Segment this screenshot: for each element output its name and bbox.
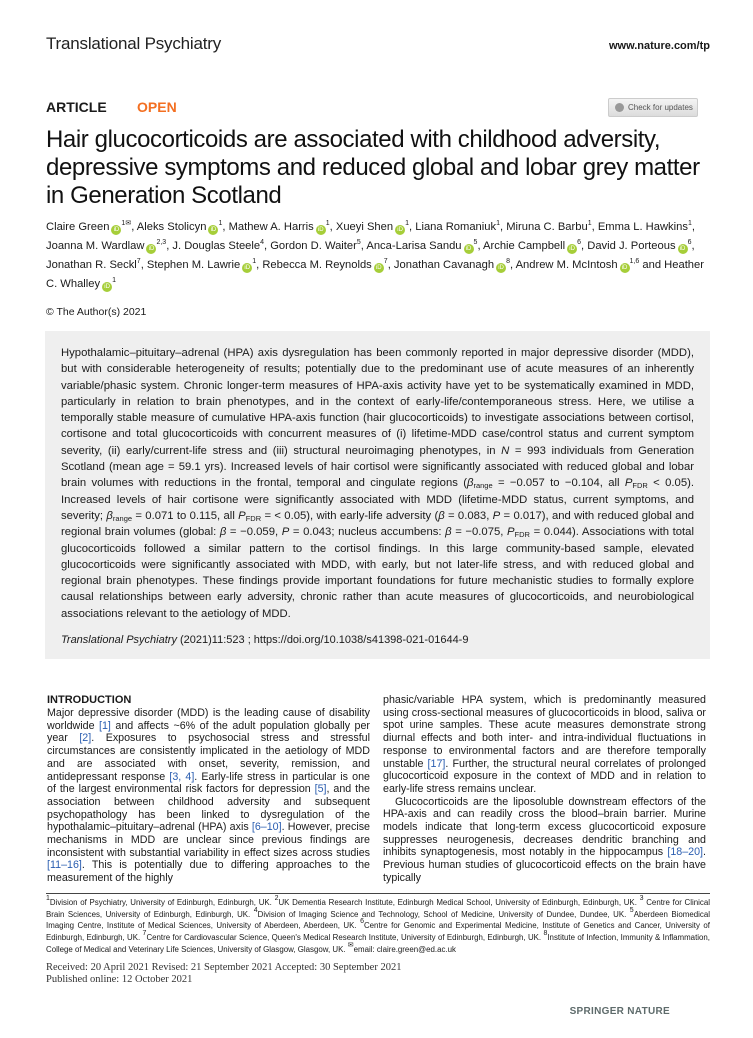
subscript: range	[112, 513, 133, 523]
author	[262, 259, 387, 271]
author-affiliation: 1	[496, 220, 500, 227]
author-affiliation: 8	[506, 258, 510, 265]
affiliation-number: 6	[360, 918, 364, 926]
text-run: . Further, the structural neural correlates of prolonged glucocorticoid exposure in the context of MDD and in relation to early-life stress remains unclear.	[383, 757, 706, 795]
text-run: = 0.083,	[444, 509, 493, 522]
author	[506, 221, 591, 233]
affiliation-number: 3	[639, 894, 644, 902]
orcid-icon[interactable]: iD	[102, 282, 112, 292]
abstract-text	[61, 345, 694, 622]
text-run: = 993 individuals from Generation Scotland (mean age = 59.1 yrs). Increased levels of hair cortisol were significantly associated with reduced global and lobar brain volumes with reductions in the frontal, temporal and cingulate regions (	[61, 444, 694, 490]
author-name[interactable]: Aleks Stolicyn	[136, 221, 207, 233]
orcid-icon[interactable]: iD	[208, 225, 218, 235]
author-name[interactable]: Mathew A. Harris	[228, 221, 314, 233]
text-run: = < 0.05), with early-life adversity (	[261, 509, 439, 522]
italic-symbol: β	[466, 477, 474, 490]
author-list: Claire Green $iD^{1✉}$, Aleks Stolicyn $iD^1$, Mathew A. Harris $iD^1$, Xueyi Shen $iD^1$, Liana Romaniuk$^1$, Miruna C. Barbu$^1$, Emma L. Hawkins$^1$, Joanna M. Wardlaw iD$^{2,3}$, J. Douglas Steele$^4$, Gordon D. Waiter$^5$, Anca-Larisa Sandu $iD^5$, Archie Campbell $iD^6$, David J. Porteous $iD^6$, Jonathan R. Seckl$^7$, Stephen M. Lawrie $iD^1$, Rebecca M. Reynolds $iD^7$, Jonathan Cavanagh $iD^8$, Andrew M. McIntosh iD$^{1,6}$ and Heather C. Whalley $iD^1$	[46, 220, 704, 290]
affiliation-number: 1	[46, 894, 50, 902]
author-affiliation: 1	[587, 220, 592, 227]
author-name[interactable]: Claire Green	[46, 221, 110, 233]
author-affiliation: 1	[325, 220, 330, 227]
text-run: . Early-life stress in particular is one of the largest environmental risk factors for depression	[47, 770, 371, 796]
body-column-right	[383, 694, 706, 885]
author	[394, 259, 510, 271]
italic-symbol: P	[281, 526, 290, 539]
author-name[interactable]: Gordon D. Waiter	[270, 240, 357, 252]
author-name[interactable]: Emma L. Hawkins	[597, 221, 688, 233]
text-run: . Exposures to psychosocial stress and stressful circumstances are consistently implicated in the aetiology of MDD and are associated with onset, severity, remission, and antidepressant response	[47, 732, 370, 783]
article-type-row	[46, 90, 710, 124]
author	[336, 221, 409, 233]
italic-symbol: β	[219, 526, 227, 539]
text-run: Centre for Clinical Brain Sciences, University of Edinburgh, Edinburgh, UK.	[46, 897, 710, 919]
footnote-divider	[46, 893, 710, 894]
citation-journal: Translational Psychiatry	[61, 634, 177, 647]
affiliation-number: 8	[543, 930, 548, 938]
reference-link[interactable]: [5]	[314, 783, 327, 796]
affiliations	[46, 894, 711, 956]
orcid-icon[interactable]: iD	[496, 263, 506, 273]
orcid-icon[interactable]: iD	[374, 263, 384, 273]
author-conjunction: and	[642, 259, 662, 271]
reference-link[interactable]: [11–16]	[47, 859, 82, 872]
author-name[interactable]: J. Douglas Steele	[172, 240, 261, 252]
italic-symbol: P	[492, 509, 501, 522]
orcid-icon[interactable]: iD	[242, 263, 252, 273]
section-heading-introduction: INTRODUCTION	[47, 694, 132, 707]
author-name[interactable]: Jonathan R. Seckl	[46, 259, 137, 271]
author	[172, 240, 264, 252]
reference-link[interactable]: [3, 4]	[169, 770, 195, 783]
author	[147, 259, 256, 271]
received-revised-accepted: Received: 20 April 2021 Revised: 21 September 2021 Accepted: 30 September 2021	[46, 961, 402, 973]
affiliation-number: 7	[142, 930, 147, 938]
text-run: , and the association between childhood adversity and subsequent psychopathology has been linked to dysregulation of the hypothalamic–pituitary–adrenal (HPA) axis	[47, 783, 370, 834]
text-run: < 0.05). Increased levels of hair cortisone were significantly associated with MDD (lifetime-MDD status, current symptoms, and severity;	[61, 477, 695, 522]
text-run: = 0.017), and with reduced global and regional brain volumes (global:	[61, 509, 695, 539]
text-run: = −0.075,	[451, 526, 507, 539]
text-run: Division of Imaging Science and Technology, School of Medicine, University of Dundee, Dundee, UK.	[257, 909, 630, 919]
text-run: phasic/variable HPA system, which is predominantly measured using cross-sectional measures of glucocorticoids in blood, saliva or spot urine samples. These acute measures demonstrate strong diurnal effects and both inter- and intra-individual fluctuations in response to environmental factors and are therefore temporally unstable	[383, 694, 706, 770]
author	[366, 240, 477, 252]
orcid-icon[interactable]: iD	[316, 225, 326, 235]
text-run: Hypothalamic–pituitary–adrenal (HPA) axis dysregulation has been commonly reported in major depressive disorder (MDD), but with considerable heterogeneity of results; potentially due to the predominant use of acute measures of an inherently variable/phasic system. Chronic longer-term measures of HPA-axis activity have yet to be systematically examined in MDD, particularly in relation to brain phenotypes, and in the context of early-life/contemporaneous stress. Here, we utilise a temporally stable measure of cumulative HPA-axis function (hair glucocorticoids) to investigate associations between cortisol, cortisone and total glucocorticoids with concurrent measures of (i) lifetime-MDD case/control status and current symptom severity, (ii) early/current-life stress and (iii) structural neuroimaging phenotypes, in	[61, 347, 694, 457]
text-run: = 0.043; nucleus accumbens:	[289, 526, 446, 539]
affiliation-number: 5	[629, 906, 634, 914]
affiliation-number: 4	[253, 906, 258, 914]
author-affiliation: 5	[473, 239, 478, 246]
body-columns	[47, 694, 706, 885]
publication-dates	[46, 962, 710, 986]
article-title: Hair glucocorticoids are associated with childhood adversity, depressive symptoms and reduced global and lobar grey matter in Generation Scotland	[46, 126, 700, 209]
check-for-updates-button[interactable]	[608, 98, 698, 117]
author-affiliation: 2,3	[156, 239, 167, 246]
journal-name: Translational Psychiatry	[46, 34, 222, 53]
orcid-icon[interactable]: iD	[620, 263, 630, 273]
reference-link[interactable]: [18–20]	[667, 846, 704, 859]
published-online: Published online: 12 October 2021	[46, 973, 193, 985]
body-paragraph	[383, 694, 706, 796]
author-name[interactable]: David J. Porteous	[587, 240, 676, 252]
text-run: Institute of Infection, Immunity & Inflammation, College of Medical and Veterinary Life Sciences, University of Glasgow, Glasgow, UK.	[46, 933, 710, 955]
text-run: Division of Psychiatry, University of Edinburgh, Edinburgh, UK.	[49, 897, 275, 907]
body-paragraph	[47, 707, 370, 885]
author-name[interactable]: Andrew M. McIntosh	[515, 259, 618, 271]
text-run: . However, precise mechanisms in MDD are unclear since previous findings are inconsistent with substantial variability in effect sizes across studies	[47, 821, 370, 859]
author-name[interactable]: Liana Romaniuk	[415, 221, 497, 233]
author-affiliation: 1✉	[121, 220, 132, 227]
author-name[interactable]: Xueyi Shen	[335, 221, 394, 233]
orcid-icon[interactable]: iD	[464, 244, 474, 254]
subscript: range	[473, 481, 493, 491]
author-name[interactable]: Heather C. Whalley	[46, 259, 704, 290]
author	[598, 221, 692, 233]
check-for-updates-label: Check for updates	[628, 102, 693, 112]
author	[587, 240, 691, 252]
article-type-label: ARTICLE	[46, 99, 107, 115]
abstract-box	[45, 331, 710, 659]
author	[46, 259, 141, 271]
citation-doi[interactable]: (2021)11:523 ; https://doi.org/10.1038/s41398-021-01644-9	[176, 634, 469, 647]
orcid-icon[interactable]: iD	[678, 244, 688, 254]
author-affiliation: 6	[577, 239, 582, 246]
reference-link[interactable]: [2]	[79, 732, 92, 745]
author-affiliation: 1	[218, 220, 223, 227]
orcid-icon[interactable]: iD	[567, 244, 577, 254]
text-run: = −0.059,	[226, 526, 282, 539]
springer-nature-logo: SPRINGER NATURE	[569, 1005, 670, 1017]
author-affiliation: 4	[260, 239, 264, 246]
text-run: . This is potentially due to differing approaches to the measurement of the highly	[47, 859, 370, 885]
text-run: and affects ~6% of the adult population globally per year	[47, 719, 370, 745]
author-affiliation: 5	[356, 239, 361, 246]
text-run: = −0.057 to −0.104, all	[492, 477, 625, 490]
italic-symbol: β	[106, 509, 113, 522]
italic-symbol: P	[238, 509, 246, 522]
orcid-icon[interactable]: iD	[395, 225, 405, 235]
orcid-icon[interactable]: iD	[111, 225, 121, 235]
italic-symbol: N	[501, 444, 510, 457]
author-affiliation: 1	[252, 258, 257, 265]
text-run: Aberdeen Biomedical Imaging Centre, Institute of Medical Sciences, University of Aberdeen, Aberdeen, UK.	[46, 909, 711, 931]
author-affiliation: 7	[383, 258, 388, 265]
author	[415, 221, 500, 233]
open-access-label: OPEN	[137, 99, 177, 115]
author-affiliation: 6	[687, 239, 692, 246]
crossmark-icon	[615, 103, 624, 112]
author-affiliation: 7	[136, 258, 141, 265]
author-name[interactable]: Jonathan Cavanagh	[393, 259, 495, 271]
author-name[interactable]: Rebecca M. Reynolds	[262, 259, 372, 271]
italic-symbol: β	[438, 509, 445, 522]
reference-link[interactable]: [17]	[427, 757, 446, 770]
affiliation-number: ✉	[347, 942, 354, 950]
text-run: . Previous human studies of glucocorticoid effects on the brain have typically	[383, 846, 706, 884]
subscript: FDR	[245, 513, 262, 523]
author-name[interactable]: Stephen M. Lawrie	[146, 259, 241, 271]
italic-symbol: P	[507, 526, 515, 539]
orcid-icon[interactable]: iD	[146, 244, 156, 254]
author	[483, 240, 581, 252]
journal-website-link[interactable]: www.nature.com/tp	[608, 40, 710, 52]
italic-symbol: P	[624, 477, 633, 490]
text-run: Centre for Cardiovascular Science, Queen's Medical Research Institute, University of Edinburgh, Edinburgh, UK.	[146, 933, 544, 943]
text-run: email: claire.green@ed.ac.uk	[353, 945, 456, 955]
text-run: Glucocorticoids are the liposoluble downstream effectors of the HPA-axis and can readily cross the blood–brain barrier. Murine models indicate that long-term excess glucocorticoid exposure suppresses neurogenesis, decreases dendritic branching and inhibits synaptogenesis, most notably in the hippocampus	[383, 795, 706, 859]
author-affiliation: 1	[112, 277, 116, 284]
text-run: = 0.044). Associations with total glucocorticoids followed a similar pattern to the cortisol findings. In this large community-based sample, elevated glucocorticoids were significantly associated with MDD, with early, but not later-life stress, and with reduced global and regional brain phenotypes. These findings provide important foundations for future mechanistic studies to formally explore causal relationships between early adversity, chronic rather than acute measures of glucocorticoids, and neurobiological associations relevant to the aetiology of MDD.	[61, 526, 694, 620]
author-affiliation: 1,6	[629, 258, 640, 265]
author-affiliation: 1	[405, 220, 410, 227]
author-name[interactable]: Joanna M. Wardlaw	[46, 240, 145, 252]
subscript: FDR	[632, 481, 648, 491]
author-name[interactable]: Anca-Larisa Sandu	[366, 240, 462, 252]
author	[516, 259, 640, 271]
text-run: Centre for Genomic and Experimental Medicine, Institute of Genetics and Cancer, University of Edinburgh, Edinburgh, UK.	[46, 921, 710, 943]
body-paragraph	[383, 796, 706, 885]
text-run: = 0.071 to 0.115, all	[132, 509, 239, 522]
author	[270, 240, 361, 252]
body-column-left	[47, 694, 370, 885]
text-run: Major depressive disorder (MDD) is the leading cause of disability worldwide	[47, 707, 370, 732]
article-citation	[61, 633, 694, 647]
author	[46, 240, 166, 252]
italic-symbol: β	[445, 526, 452, 539]
subscript: FDR	[514, 530, 530, 540]
affiliation-number: 2	[274, 894, 279, 902]
author	[229, 221, 330, 233]
author-affiliation: 1	[687, 220, 692, 227]
text-run: UK Dementia Research Institute, Edinburgh Medical School, University of Edinburgh, Edinburgh, UK.	[278, 897, 640, 907]
running-header	[46, 34, 710, 90]
copyright: © The Author(s) 2021	[46, 306, 147, 318]
reference-link[interactable]: [1]	[99, 719, 111, 732]
author	[137, 221, 223, 233]
author-name[interactable]: Archie Campbell	[483, 240, 566, 252]
reference-link[interactable]: [6–10]	[251, 821, 282, 834]
author-name[interactable]: Miruna C. Barbu	[506, 221, 588, 233]
author	[46, 221, 131, 233]
